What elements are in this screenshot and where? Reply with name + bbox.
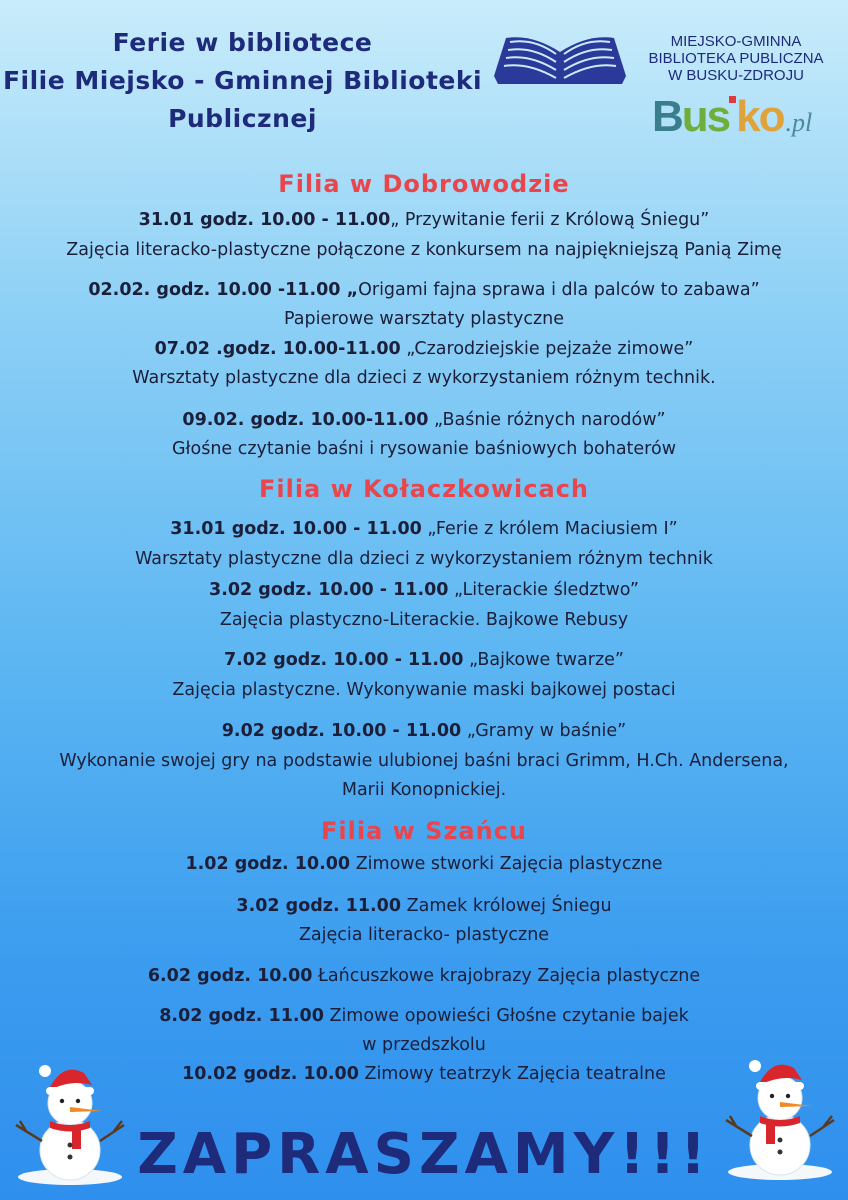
branch-title-kolaczkowice: Filia w Kołaczkowicach [258, 475, 590, 503]
busko-logo [652, 92, 822, 140]
event-line: 07.02 .godz. 10.00-11.00 „Czarodziejskie pejzaże zimowe” [154, 339, 694, 359]
poster-title [0, 24, 485, 138]
event-line: 02.02. godz. 10.00 -11.00 „Origami fajna sprawa i dla palców to zabawa” [88, 280, 760, 300]
event-line: 31.01 godz. 10.00 - 11.00„ Przywitanie ferii z Królową Śniegu” [138, 210, 710, 230]
branch-title-dobrowoda: Filia w Dobrowodzie [278, 170, 570, 198]
invitation-heading: ZAPRASZAMY!!! [137, 1122, 711, 1187]
event-desc: w przedszkolu [362, 1035, 486, 1055]
library-line-2: BIBLIOTEKA PUBLICZNA [648, 50, 824, 67]
event-desc: Zajęcia plastyczne. Wykonywanie maski bajkowej postaci [172, 680, 676, 700]
library-name [636, 33, 836, 84]
event-desc: Zajęcia plastyczno-Literackie. Bajkowe Rebusy [219, 610, 629, 630]
event-line: 3.02 godz. 11.00 Zamek królowej Śniegu [236, 896, 612, 916]
event-desc: Zajęcia literacko- plastyczne [298, 925, 550, 945]
title-line-2: Filie Miejsko - Gminnej Biblioteki [2, 66, 483, 95]
event-desc: Warsztaty plastyczne dla dzieci z wykorzystaniem różnym technik [135, 549, 713, 569]
event-desc: Warsztaty plastyczne dla dzieci z wykorzystaniem różnym technik. [132, 368, 716, 388]
busko-logo-pl: .pl [785, 108, 813, 137]
busko-logo-us: us [681, 92, 730, 141]
library-line-1: MIEJSKO-GMINNA [670, 33, 802, 50]
event-line: 9.02 godz. 10.00 - 11.00 „Gramy w baśnie” [221, 721, 627, 741]
event-line: 09.02. godz. 10.00-11.00 „Baśnie różnych narodów” [182, 410, 666, 430]
event-desc: Papierowe warsztaty plastyczne [284, 309, 564, 329]
event-line: 7.02 godz. 10.00 - 11.00 „Bajkowe twarze” [223, 650, 624, 670]
event-line: 6.02 godz. 10.00 Łańcuszkowe krajobrazy Zajęcia plastyczne [147, 966, 701, 986]
title-line-1: Ferie w bibliotece [112, 28, 373, 57]
event-line: 10.02 godz. 10.00 Zimowy teatrzyk Zajęcia teatralne [182, 1064, 666, 1084]
event-desc: Marii Konopnickiej. [341, 780, 507, 800]
busko-logo-b: B [652, 92, 682, 141]
branch-title-szaniec: Filia w Szańcu [321, 817, 527, 845]
busko-logo-ko: ko [736, 92, 784, 141]
event-line: 3.02 godz. 10.00 - 11.00 „Literackie śledztwo” [209, 580, 639, 600]
event-line: 31.01 godz. 10.00 - 11.00 „Ferie z królem Maciusiem I” [170, 519, 678, 539]
event-desc: Zajęcia literacko-plastyczne połączone z konkursem na najpiękniejszą Panią Zimę [66, 240, 782, 260]
title-line-3: Publicznej [168, 104, 317, 133]
snowman-right-icon [720, 1050, 840, 1180]
open-book-icon [490, 24, 630, 90]
event-line: 8.02 godz. 11.00 Zimowe opowieści Głośne czytanie bajek [159, 1006, 689, 1026]
event-desc: Głośne czytanie baśni i rysowanie baśniowych bohaterów [171, 439, 677, 459]
event-desc: Wykonanie swojej gry na podstawie ulubionej baśni braci Grimm, H.Ch. Andersena, [59, 751, 789, 771]
event-line: 1.02 godz. 10.00 Zimowe stworki Zajęcia plastyczne [185, 854, 663, 874]
library-line-3: W BUSKU-ZDROJU [668, 67, 804, 84]
snowman-left-icon [10, 1055, 130, 1185]
